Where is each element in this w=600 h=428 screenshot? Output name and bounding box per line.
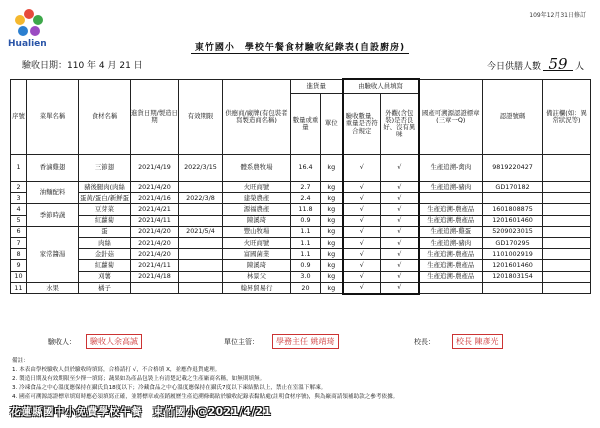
table-row	[11, 204, 591, 215]
cell-supplier: 源福農產	[223, 204, 291, 215]
cell-cert-mark: 生產追溯-豬肉	[419, 182, 483, 193]
cell-cert-mark: 生產追溯-農產品	[419, 260, 483, 271]
cell-supplier: 建榮農產	[223, 193, 291, 204]
cell-prod-date: 2021/4/11	[131, 260, 179, 271]
col-cert-mark: 國產可溯源認證標章(三章一Q)	[419, 79, 483, 155]
cell-seq: 7	[11, 237, 27, 248]
cell-prod-date	[131, 282, 179, 294]
cell-food: 肉絲	[79, 237, 131, 248]
cell-check-appearance: √	[381, 271, 419, 282]
cell-qty: 3.0	[291, 271, 321, 282]
cell-check-appearance: √	[381, 282, 419, 294]
cell-unit: kg	[321, 182, 343, 193]
cell-remark	[543, 282, 591, 294]
table-row	[11, 282, 591, 294]
col-dish: 菜單名稱	[27, 79, 79, 155]
cell-cert-no: 5209023015	[483, 226, 543, 237]
cell-unit: kg	[321, 271, 343, 282]
cell-prod-date: 2021/4/20	[131, 226, 179, 237]
note-item: 1. 本表由學校驗收人員於驗收時填寫，合格請打 √，不合格填 X，並應作退貨處理。	[12, 367, 221, 373]
cell-cert-mark: 生產追溯-豬肉	[419, 237, 483, 248]
cell-seq: 5	[11, 215, 27, 226]
cell-qty: 2.4	[291, 193, 321, 204]
col-check-match: 驗收數量、重量是否符合規定	[343, 94, 381, 155]
cell-qty: 16.4	[291, 155, 321, 182]
cell-supplier: 火旺商號	[223, 237, 291, 248]
cell-prod-date: 2021/4/11	[131, 215, 179, 226]
cell-expiry	[179, 282, 223, 294]
cell-check-appearance: √	[381, 182, 419, 193]
col-unit: 單位	[321, 94, 343, 155]
col-seq: 序號	[11, 79, 27, 155]
notes-section	[12, 357, 588, 402]
cell-dish: 季節時蔬	[27, 204, 79, 226]
cell-unit: kg	[321, 193, 343, 204]
cell-unit: kg	[321, 204, 343, 215]
cell-remark	[543, 155, 591, 182]
cell-unit: kg	[321, 282, 343, 294]
cell-unit: kg	[321, 215, 343, 226]
cell-prod-date: 2021/4/20	[131, 249, 179, 260]
cell-cert-mark: 生產追溯-農產品	[419, 204, 483, 215]
col-check-appearance: 外觀(含包裝)是否良好、沒有異味	[381, 94, 419, 155]
cell-food: 橘子	[79, 282, 131, 294]
cell-prod-date: 2021/4/21	[131, 204, 179, 215]
cell-check-match: √	[343, 215, 381, 226]
principal-label: 校長：	[414, 338, 435, 346]
cell-prod-date: 2021/4/20	[131, 237, 179, 248]
inspector-stamp: 驗收人余高誠	[86, 334, 142, 349]
cell-cert-mark	[419, 282, 483, 294]
cell-remark	[543, 204, 591, 215]
cell-dish: 油麵配料	[27, 182, 79, 204]
footer-caption: 花蓮縣國中小免費學校午餐 東竹國小@2021/4/21	[10, 406, 272, 418]
cell-seq: 8	[11, 249, 27, 260]
cell-remark	[543, 237, 591, 248]
cell-expiry	[179, 204, 223, 215]
cell-seq: 3	[11, 193, 27, 204]
cell-cert-no: 1201803154	[483, 271, 543, 282]
cell-check-match: √	[343, 237, 381, 248]
table-row	[11, 260, 591, 271]
cell-check-match: √	[343, 271, 381, 282]
col-check-group: 由驗收人員填寫	[343, 79, 419, 94]
cell-remark	[543, 249, 591, 260]
cell-check-appearance: √	[381, 249, 419, 260]
cell-expiry	[179, 249, 223, 260]
cell-seq: 9	[11, 260, 27, 271]
cell-unit: kg	[321, 155, 343, 182]
cell-cert-no: 1601808875	[483, 204, 543, 215]
cell-dish: 家常醬湯	[27, 226, 79, 282]
cell-seq: 2	[11, 182, 27, 193]
cell-check-match: √	[343, 155, 381, 182]
cell-seq: 11	[11, 282, 27, 294]
cell-qty: 1.1	[291, 249, 321, 260]
cell-supplier: 富國菌業	[223, 249, 291, 260]
cell-expiry: 2022/3/8	[179, 193, 223, 204]
cell-check-match: √	[343, 193, 381, 204]
director-stamp: 學務主任 姚靖琦	[272, 334, 339, 349]
cell-expiry: 2021/5/4	[179, 226, 223, 237]
cell-dish: 水果	[27, 282, 79, 294]
note-item: 3. 冷凍食品之中心溫度應保持在攝氏負18度以下；冷藏食品之中心溫度應保持在攝氏7度以下凍結點以上，禁止在室溫下解凍。	[12, 385, 327, 391]
cell-dish: 香滷雞翅	[27, 155, 79, 182]
cell-prod-date: 2021/4/20	[131, 182, 179, 193]
cell-cert-no: GD170295	[483, 237, 543, 248]
cell-expiry	[179, 260, 223, 271]
cell-unit: kg	[321, 226, 343, 237]
table-row	[11, 193, 591, 204]
cell-check-appearance: √	[381, 204, 419, 215]
cell-cert-mark: 生產追溯-農產品	[419, 249, 483, 260]
cell-remark	[543, 182, 591, 193]
meal-count-value: 59	[543, 58, 573, 71]
signature-row	[0, 333, 600, 353]
cell-check-appearance: √	[381, 226, 419, 237]
cell-food: 紅蘿蔔	[79, 260, 131, 271]
cell-food: 紅蘿蔔	[79, 215, 131, 226]
col-supplier: 供應商/廠牌(有包裝者寫製造商名稱)	[223, 79, 291, 155]
cell-cert-no: GD170182	[483, 182, 543, 193]
cell-qty: 11.8	[291, 204, 321, 215]
meal-count: 今日供膳人數 59 人	[486, 55, 584, 73]
cell-cert-mark: 生產追溯-雞蛋	[419, 226, 483, 237]
cell-seq: 1	[11, 155, 27, 182]
cell-food: 刈薯	[79, 271, 131, 282]
inspection-date: 驗收日期：110 年 4 月 21 日	[22, 61, 143, 71]
cell-qty: 0.9	[291, 260, 321, 271]
col-food: 食材名稱	[79, 79, 131, 155]
cell-supplier: 豐山牧場	[223, 226, 291, 237]
cell-unit: kg	[321, 237, 343, 248]
cell-supplier: 翰昇貿易行	[223, 282, 291, 294]
cell-expiry	[179, 237, 223, 248]
cell-remark	[543, 271, 591, 282]
note-item: 2. 製造日期及有效期限至少擇一填寫；蔬果如為產品包裝上有清楚記載之生產廠商名稱，如無則填無。	[12, 376, 266, 382]
cell-check-appearance: √	[381, 260, 419, 271]
note-item: 4. 國產可溯源認證標章填寫時應必須填寫正確，並將標章或產銷履歷生產追溯條碼貼於驗收紀錄表黏貼處(註明食材序號)，與為廠商請領補助款之參考依據。	[12, 394, 399, 400]
cell-supplier: 陳溪琦	[223, 215, 291, 226]
cell-remark	[543, 193, 591, 204]
cell-cert-no	[483, 282, 543, 294]
table-row	[11, 226, 591, 237]
cell-expiry: 2022/3/15	[179, 155, 223, 182]
col-cert-no: 認證號碼	[483, 79, 543, 155]
cell-supplier: 陳溪琦	[223, 260, 291, 271]
cell-cert-mark: 生產追溯-農產品	[419, 271, 483, 282]
cell-expiry	[179, 271, 223, 282]
cell-cert-no: 9819220427	[483, 155, 543, 182]
revision-note: 109年12月31日修訂	[529, 12, 586, 19]
table-row	[11, 237, 591, 248]
cell-seq: 4	[11, 204, 27, 215]
table-body	[11, 155, 591, 294]
cell-seq: 6	[11, 226, 27, 237]
col-prod-date: 進貨日期/製造日期	[131, 79, 179, 155]
col-qty: 數量或重量	[291, 94, 321, 155]
cell-remark	[543, 215, 591, 226]
director-label: 單位主管：	[224, 338, 259, 346]
table-row	[11, 249, 591, 260]
cell-cert-no: 1201601460	[483, 260, 543, 271]
cell-supplier: 林景父	[223, 271, 291, 282]
cell-unit: kg	[321, 249, 343, 260]
logo-text: Hualien	[8, 39, 47, 49]
col-expiry: 有效期限	[179, 79, 223, 155]
cell-check-match: √	[343, 182, 381, 193]
cell-cert-mark: 生產追溯-禽肉	[419, 155, 483, 182]
cell-cert-mark: 生產追溯-農產品	[419, 215, 483, 226]
cell-check-match: √	[343, 282, 381, 294]
cell-cert-no	[483, 193, 543, 204]
cell-expiry	[179, 215, 223, 226]
cell-check-match: √	[343, 249, 381, 260]
page-title: 東竹國小 學校午餐食材驗收紀錄表(自設廚房)	[0, 40, 600, 53]
col-purchase: 進貨量	[291, 79, 343, 94]
cell-supplier: 體系農牧場	[223, 155, 291, 182]
inspector-label: 驗收人：	[48, 338, 76, 346]
cell-check-appearance: √	[381, 237, 419, 248]
cell-food: 三節翅	[79, 155, 131, 182]
cell-cert-no: 1201601460	[483, 215, 543, 226]
cell-qty: 2.7	[291, 182, 321, 193]
cell-prod-date: 2021/4/19	[131, 155, 179, 182]
cell-cert-no: 1101002919	[483, 249, 543, 260]
cell-food: 金針菇	[79, 249, 131, 260]
cell-cert-mark	[419, 193, 483, 204]
cell-remark	[543, 260, 591, 271]
cell-check-appearance: √	[381, 193, 419, 204]
table-row	[11, 271, 591, 282]
cell-supplier: 火旺商號	[223, 182, 291, 193]
cell-food: 蛋黃/蛋白/新鮮蛋	[79, 193, 131, 204]
cell-check-match: √	[343, 226, 381, 237]
cell-qty: 1.1	[291, 226, 321, 237]
notes-heading: 備註：	[12, 358, 29, 364]
cell-expiry	[179, 182, 223, 193]
cell-unit: kg	[321, 260, 343, 271]
table-row	[11, 182, 591, 193]
inspection-table	[10, 78, 591, 295]
table-row	[11, 155, 591, 182]
cell-check-appearance: √	[381, 155, 419, 182]
cell-qty: 0.9	[291, 215, 321, 226]
cell-remark	[543, 226, 591, 237]
cell-food: 豆芽菜	[79, 204, 131, 215]
cell-check-match: √	[343, 204, 381, 215]
cell-qty: 1.1	[291, 237, 321, 248]
cell-qty: 20	[291, 282, 321, 294]
principal-stamp: 校長 陳彥光	[452, 334, 503, 349]
cell-food: 豬後腿肉(肉絲	[79, 182, 131, 193]
cell-seq: 10	[11, 271, 27, 282]
cell-check-match: √	[343, 260, 381, 271]
cell-prod-date: 2021/4/16	[131, 193, 179, 204]
table-row	[11, 215, 591, 226]
col-remark: 備註欄(如：異常狀況等)	[543, 79, 591, 155]
cell-prod-date: 2021/4/18	[131, 271, 179, 282]
cell-check-appearance: √	[381, 215, 419, 226]
cell-food: 蛋	[79, 226, 131, 237]
